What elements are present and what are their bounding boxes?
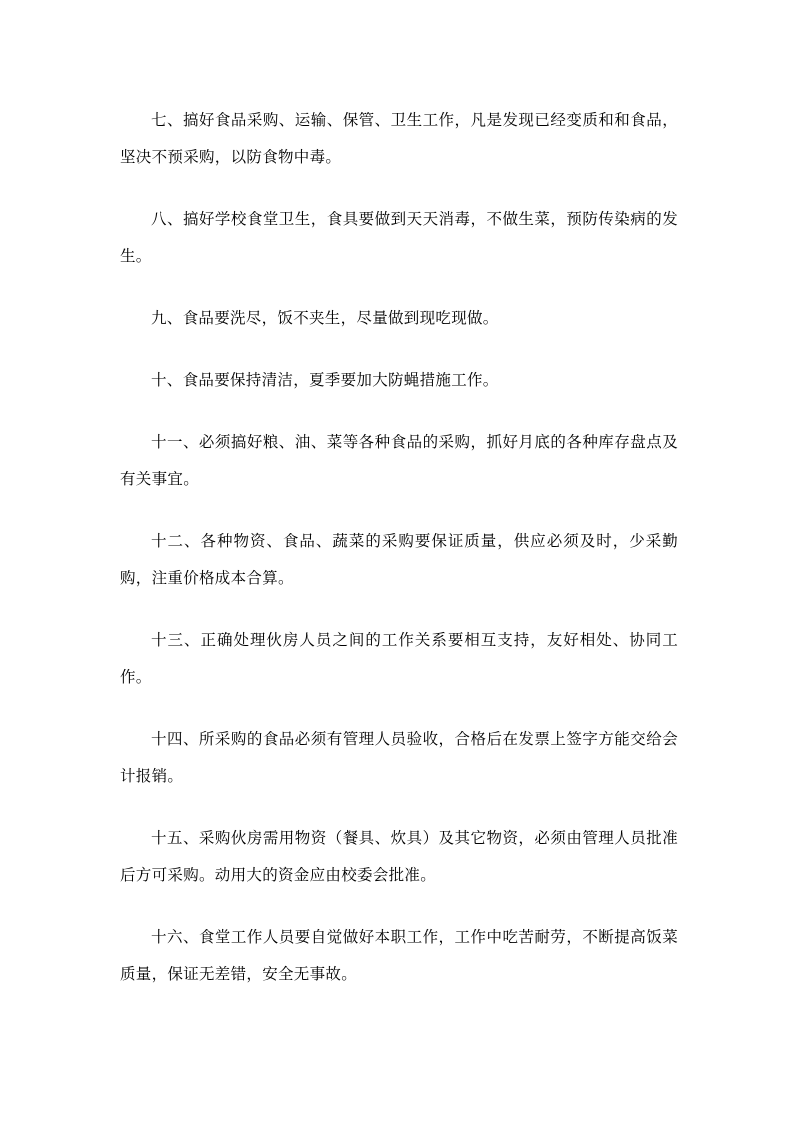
paragraph-15: 十五、采购伙房需用物资（餐具、炊具）及其它物资，必须由管理人员批准后方可采购。动用大的资金应由校委会批准。 <box>120 829 678 884</box>
paragraph-12: 十二、各种物资、食品、蔬菜的采购要保证质量，供应必须及时，少采勤购，注重价格成本合算。 <box>120 532 678 587</box>
paragraph-8: 八、搞好学校食堂卫生，食具要做到天天消毒，不做生菜，预防传染病的发生。 <box>120 210 678 265</box>
paragraph-9: 九、食品要洗尽，饭不夹生，尽量做到现吃现做。 <box>151 309 499 327</box>
paragraph-10: 十、食品要保持清洁，夏季要加大防蝇措施工作。 <box>151 371 499 389</box>
paragraph-7: 七、搞好食品采购、运输、保管、卫生工作，凡是发现已经变质和和食品，坚决不预采购，以防食物中毒。 <box>120 111 678 166</box>
paragraph-14: 十四、所采购的食品必须有管理人员验收，合格后在发票上签字方能交给会计报销。 <box>120 730 678 785</box>
paragraph-13: 十三、正确处理伙房人员之间的工作关系要相互支持，友好相处、协同工作。 <box>120 631 678 686</box>
document-body <box>120 102 678 1018</box>
paragraph-11: 十一、必须搞好粮、油、菜等各种食品的采购，抓好月底的各种库存盘点及有关事宜。 <box>120 433 678 488</box>
paragraph-16: 十六、食堂工作人员要自觉做好本职工作，工作中吃苦耐劳，不断提高饭菜质量，保证无差错，安全无事故。 <box>120 928 678 983</box>
